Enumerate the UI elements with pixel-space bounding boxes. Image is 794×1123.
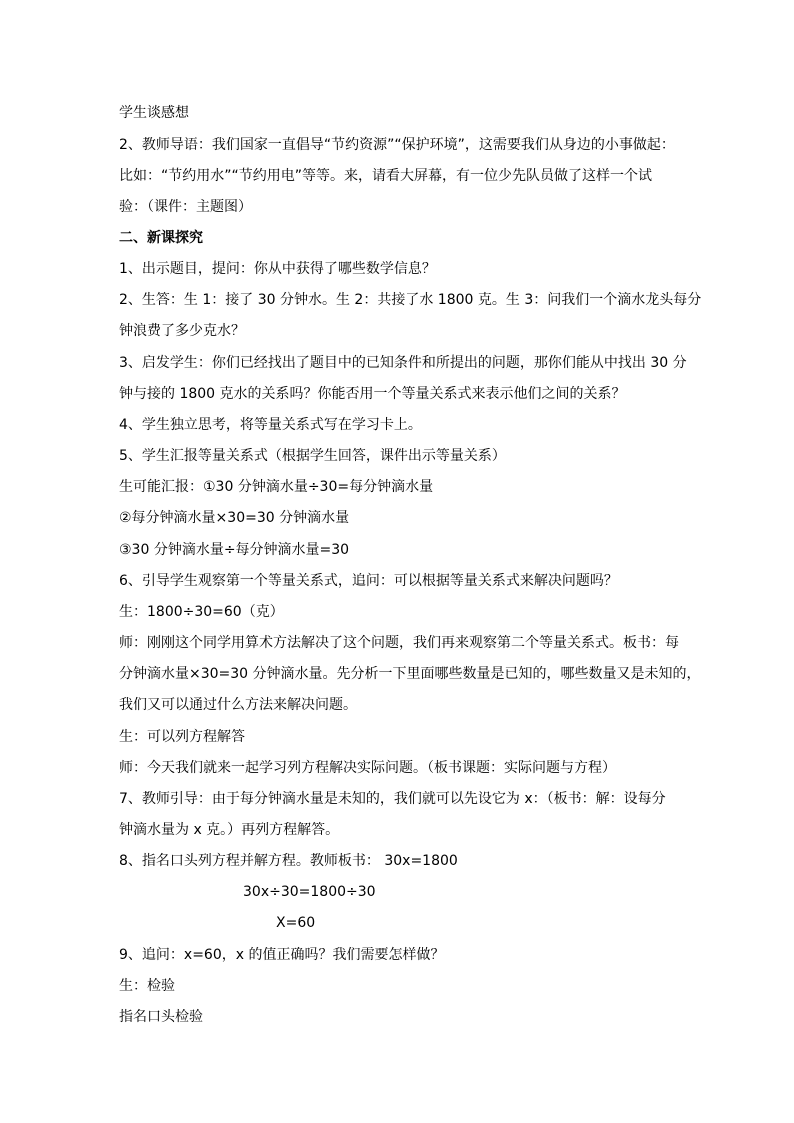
text-line: 9、追问：x=60，x 的值正确吗？我们需要怎样做？ <box>119 947 445 963</box>
text-line: 6、引导学生观察第一个等量关系式，追问：可以根据等量关系式来解决问题吗？ <box>119 573 618 589</box>
text-line: 5、学生汇报等量关系式（根据学生回答，课件出示等量关系） <box>119 448 506 464</box>
text-line: 学生谈感想 <box>119 105 189 121</box>
text-line: 生：检验 <box>119 978 175 994</box>
text-line: 4、学生独立思考，将等量关系式写在学习卡上。 <box>119 417 422 433</box>
text-line: ②每分钟滴水量×30=30 分钟滴水量 <box>119 510 350 526</box>
text-line: 生可能汇报：①30 分钟滴水量÷30=每分钟滴水量 <box>119 479 434 495</box>
text-line: 分钟滴水量×30=30 分钟滴水量。先分析一下里面哪些数量是已知的，哪些数量又是未知的， <box>119 666 701 682</box>
text-line: 指名口头检验 <box>119 1009 203 1025</box>
text-line: 1、出示题目，提问：你从中获得了哪些数学信息？ <box>119 261 436 277</box>
text-line: 验：（课件：主题图） <box>119 199 252 215</box>
text-line: 2、教师导语：我们国家一直倡导“节约资源”“保护环境”，这需要我们从身边的小事做起： <box>119 137 675 153</box>
text-line: 比如：“节约用水”“节约用电”等等。来，请看大屏幕，有一位少先队员做了这样一个试 <box>119 168 653 184</box>
section-heading: 二、新课探究 <box>119 230 203 246</box>
text-line: 生：1800÷30=60（克） <box>119 604 284 620</box>
text-line: 钟浪费了多少克水？ <box>119 323 245 339</box>
text-line: 8、指名口头列方程并解方程。教师板书： 30x=1800 <box>119 853 458 869</box>
text-line: ③30 分钟滴水量÷每分钟滴水量=30 <box>119 542 350 558</box>
text-line: 钟滴水量为 x 克。）再列方程解答。 <box>119 822 340 838</box>
text-line: 3、启发学生：你们已经找出了题目中的已知条件和所提出的问题，那你们能从中找出 30 分 <box>119 355 687 371</box>
text-line: 师：刚刚这个同学用算术方法解决了这个问题，我们再来观察第二个等量关系式。板书：每 <box>119 635 679 651</box>
text-line: 2、生答：生 1：接了 30 分钟水。生 2：共接了水 1800 克。生 3：问我们一个滴水龙头每分 <box>119 292 702 308</box>
equation-line: X=60 <box>276 915 316 931</box>
text-line: 钟与接的 1800 克水的关系吗？你能否用一个等量关系式来表示他们之间的关系？ <box>119 386 626 402</box>
text-line: 7、教师引导：由于每分钟滴水量是未知的，我们就可以先设它为 x：（板书：解：设每分 <box>119 791 666 807</box>
text-line: 生：可以列方程解答 <box>119 729 245 745</box>
equation-line: 30x÷30=1800÷30 <box>243 884 376 900</box>
text-line: 我们又可以通过什么方法来解决问题。 <box>119 697 357 713</box>
text-line: 师：今天我们就来一起学习列方程解决实际问题。（板书课题：实际问题与方程） <box>119 760 616 776</box>
